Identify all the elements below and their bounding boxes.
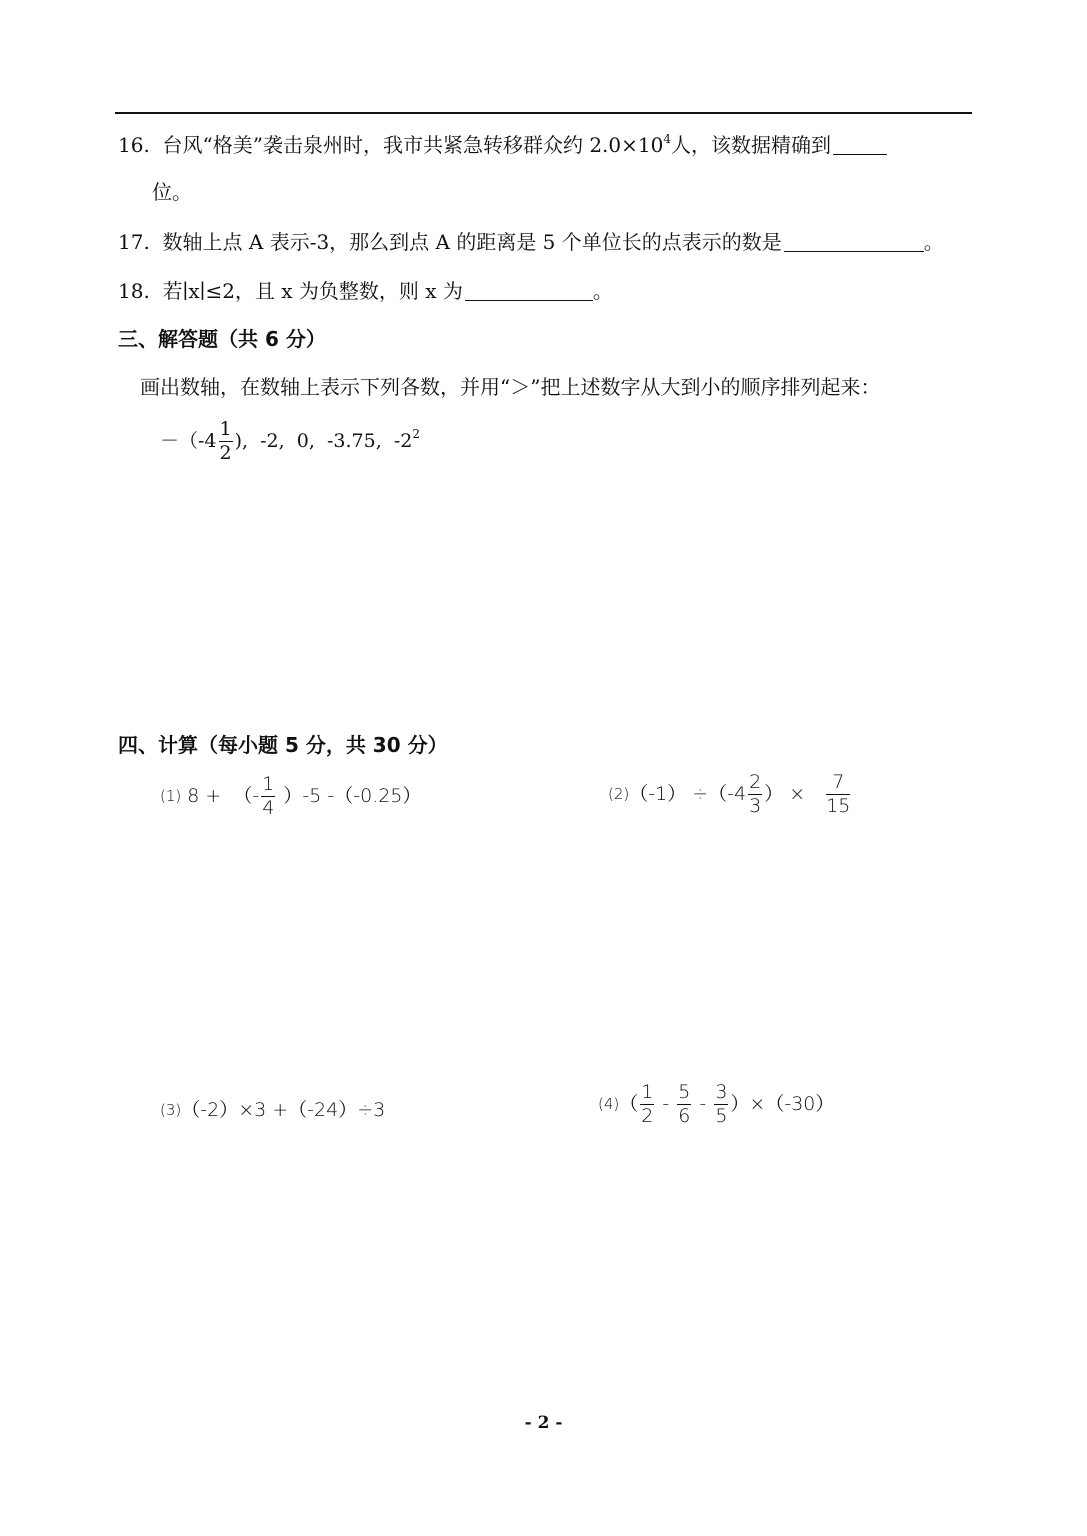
problem-1: [160, 775, 421, 818]
fraction-numerator: 7: [832, 771, 845, 793]
question-text: 人，该数据精确到: [671, 133, 831, 157]
page-number: - 2 -: [524, 1413, 563, 1433]
expression-part: -: [656, 1093, 676, 1115]
problem-label: (3): [160, 1101, 182, 1119]
expression-part: -: [693, 1093, 713, 1115]
fraction-numerator: 5: [678, 1081, 691, 1103]
section-4-heading: 四、计算（每小题 5 分，共 30 分）: [118, 733, 448, 757]
exponent: 4: [663, 132, 671, 146]
answer-blank[interactable]: [465, 280, 593, 301]
fraction-numerator: 3: [715, 1081, 728, 1103]
question-text: 数轴上点 A 表示-3，那么到点 A 的距离是 5 个单位长的点表示的数是: [162, 230, 782, 254]
question-16: [118, 134, 887, 155]
problem-label: (1): [160, 787, 182, 805]
section-3-instruction: 画出数轴，在数轴上表示下列各数，并用“＞”把上述数字从大到小的顺序排列起来：: [140, 375, 881, 399]
answer-blank[interactable]: [833, 134, 887, 155]
expression-part: （: [619, 1093, 639, 1115]
fraction-denominator: 4: [262, 797, 275, 819]
expression-part: （-1） ÷（-4: [629, 783, 747, 805]
fraction-numerator: 1: [641, 1081, 654, 1103]
exponent: 2: [412, 426, 420, 441]
fraction: [714, 1083, 728, 1126]
question-text: 位。: [152, 180, 192, 204]
fraction-denominator: 15: [826, 795, 851, 817]
fraction: [261, 775, 275, 818]
fraction-numerator: 1: [219, 418, 232, 440]
expression-part: ） ×: [764, 783, 812, 805]
fraction: [748, 773, 762, 816]
fraction-denominator: 5: [715, 1105, 728, 1127]
section-3-numbers: [160, 420, 420, 463]
number-list-part: －（-4: [160, 430, 217, 452]
fraction: [640, 1083, 654, 1126]
problem-label: (2): [608, 785, 630, 803]
fraction: [677, 1083, 691, 1126]
question-text: 台风“格美”袭击泉州时，我市共紧急转移群众约 2.0×10: [162, 133, 664, 157]
expression-part: ）-5 -（-0.25）: [277, 785, 422, 807]
header-rule: [115, 112, 972, 114]
fraction: [219, 420, 233, 463]
fraction-denominator: 2: [219, 442, 232, 464]
fraction-denominator: 6: [678, 1105, 691, 1127]
section-3-heading: 三、解答题（共 6 分）: [118, 327, 326, 351]
fraction-numerator: 1: [262, 773, 275, 795]
expression-part: （-2）×3 +（-24）÷3: [181, 1099, 386, 1121]
question-17: [118, 231, 944, 252]
question-number: 17.: [118, 230, 150, 254]
question-end: 。: [592, 279, 613, 303]
problem-2: [608, 773, 853, 816]
question-text: 若∣x∣≤2，且 x 为负整数，则 x 为: [162, 279, 463, 303]
question-16-continued: [152, 182, 192, 202]
problem-label: (4): [598, 1095, 620, 1113]
question-number: 16.: [118, 133, 150, 157]
question-end: 。: [923, 230, 944, 254]
question-number: 18.: [118, 279, 150, 303]
expression-part: 8 + （-: [181, 785, 260, 807]
expression-part: ）×（-30）: [730, 1093, 835, 1115]
answer-blank[interactable]: [784, 231, 924, 252]
problem-4: [598, 1083, 834, 1126]
number-list-part: ), -2, 0, -3.75, -2: [234, 430, 413, 452]
fraction: [825, 773, 851, 816]
question-18: [118, 280, 613, 301]
fraction-denominator: 3: [749, 795, 762, 817]
problem-3: [160, 1101, 385, 1120]
fraction-denominator: 2: [641, 1105, 654, 1127]
fraction-numerator: 2: [749, 771, 762, 793]
